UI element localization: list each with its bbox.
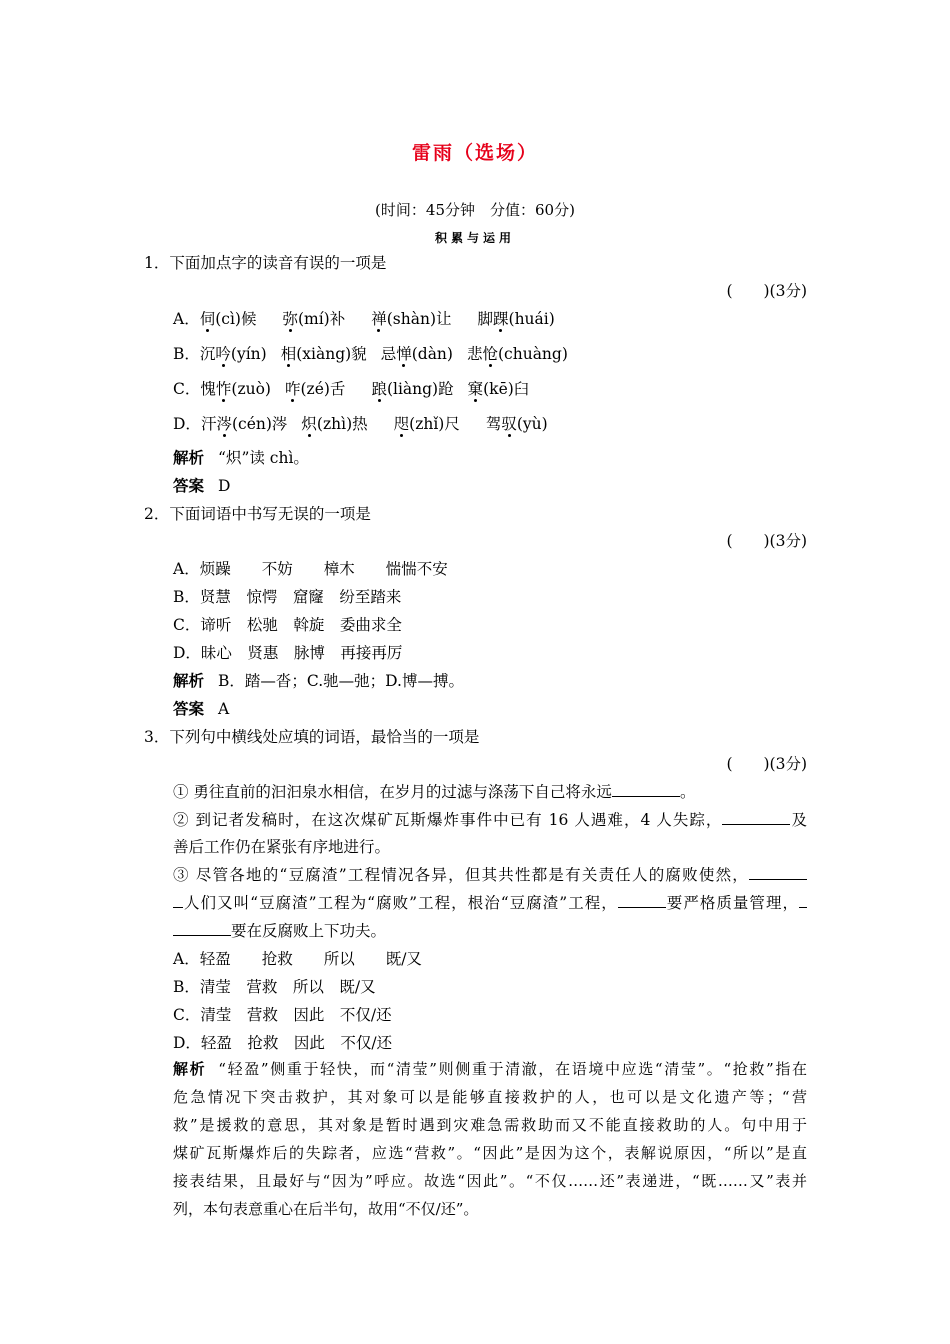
q3-option-c: C．清莹 营救 因此 不仅/还 (173, 1006, 392, 1024)
fill-blank (799, 893, 807, 908)
q3-analysis-line-3: 救”是援救的意思，其对象是暂时遇到灾难急需救助而又不能直接救助的人。句中用于 (173, 1116, 807, 1134)
q3-analysis-line-6: 列，本句表意重心在后半句，故用“不仅/还”。 (173, 1200, 479, 1218)
q2-option-a: A．烦躁 不妨 樟木 惴惴不安 (173, 560, 448, 578)
q2-option-c: C．谛听 松驰 斡旋 委曲求全 (173, 616, 402, 634)
fill-blank (722, 810, 790, 825)
fill-blank (173, 893, 183, 908)
fill-blank (749, 865, 807, 880)
fill-blank (612, 782, 680, 797)
document-title: 雷雨（选场） (411, 142, 538, 164)
q3-sentence-2: ② 到记者发稿时，在这次煤矿瓦斯爆炸事件中已有 16 人遇难，4 人失踪， 及 (173, 811, 807, 829)
q2-stem: 2．下面词语中书写无误的一项是 (144, 505, 371, 523)
q1-answer: 答案 D (173, 476, 231, 495)
fill-blank (173, 921, 231, 936)
q2-option-b: B．贤慧 惊愕 窟窿 纷至踏来 (173, 588, 402, 606)
q1-option-a: A．伺(cì)候 弥(mí)补 禅(shàn)让 脚踝(huái) (173, 310, 555, 328)
q3-sentence-3: ③ 尽管各地的“豆腐渣”工程情况各异，但其共性都是有关责任人的腐败使然， (173, 864, 807, 886)
q3-stem: 3．下列句中横线处应填的词语，最恰当的一项是 (144, 728, 480, 746)
q3-option-b: B．清莹 营救 所以 既/又 (173, 978, 376, 996)
q3-analysis-line-1: 解析 “轻盈”侧重于轻快，而“清莹”则侧重于清澈，在语境中应选“清莹”。“抢救”指在 (173, 1060, 807, 1078)
q2-score: ( )(3分) (726, 532, 807, 550)
q3-sentence-2-cont: 善后工作仍在紧张有序地进行。 (173, 838, 391, 856)
q3-sentence-1: ① 勇往直前的汩汩泉水相信，在岁月的过滤与涤荡下自己将永远 。 (173, 783, 696, 801)
option-label: A． (173, 310, 200, 328)
section-heading: 积累与运用 (434, 231, 515, 245)
q3-option-a: A．轻盈 抢救 所以 既/又 (173, 950, 422, 968)
q3-analysis-line-5: 接表结果，且最好与“因为”呼应。故选“因此”。“不仅……还”表递进，“既……又”表并 (173, 1172, 807, 1190)
q3-sentence-3-end: 要在反腐败上下功夫。 (173, 920, 386, 942)
q3-sentence-3-cont: 人们又叫“豆腐渣”工程为“腐败”工程，根治“豆腐渣”工程， 要严格质量管理， (173, 892, 807, 914)
q2-analysis: 解析 B．踏—沓；C.驰—弛；D.博—搏。 (173, 671, 464, 690)
q1-option-b: B．沉吟(yín) 相(xiàng)貌 忌惮(dàn) 悲怆(chuàng) (173, 345, 568, 363)
q3-option-d: D．轻盈 抢救 因此 不仅/还 (173, 1034, 393, 1052)
q1-score: ( )(3分) (726, 282, 807, 300)
q2-option-d: D．昧心 贤惠 脉博 再接再厉 (173, 644, 403, 662)
time-score-info: (时间：45分钟 分值：60分) (375, 201, 575, 219)
q1-option-d: D．汗涔(cén)涔 炽(zhì)热 咫(zhǐ)尺 驾驭(yù) (173, 415, 548, 433)
fill-blank (618, 893, 666, 908)
q1-option-c: C．愧怍(zuò) 咋(zé)舌 踉(liàng)跄 窠(kē)臼 (173, 380, 530, 398)
q1-stem: 1．下面加点字的读音有误的一项是 (144, 254, 387, 272)
q2-answer: 答案 A (173, 699, 230, 718)
q3-analysis-line-4: 煤矿瓦斯爆炸后的失踪者，应选“营救”。“因此”是因为这个，表解说原因，“所以”是直 (173, 1144, 807, 1162)
q3-score: ( )(3分) (726, 755, 807, 773)
q3-analysis-line-2: 危急情况下突击救护，其对象可以是能够直接救护的人，也可以是文化遗产等；“营 (173, 1088, 807, 1106)
q1-analysis: 解析 “炽”读 chì。 (173, 448, 309, 467)
